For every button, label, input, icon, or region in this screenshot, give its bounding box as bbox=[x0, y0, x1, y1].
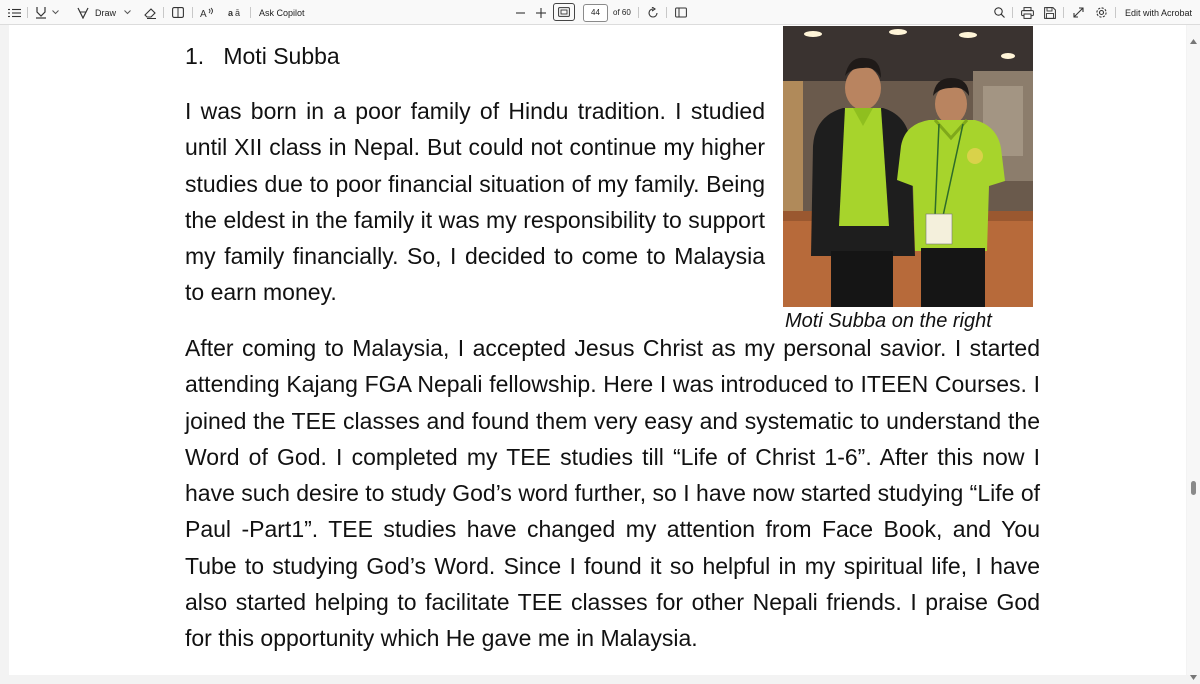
ask-copilot-label: Ask Copilot bbox=[259, 7, 305, 18]
scroll-up-icon[interactable] bbox=[1190, 29, 1197, 48]
chevron-down-icon[interactable] bbox=[50, 0, 60, 25]
draw-label: Draw bbox=[95, 7, 117, 18]
toolbar-divider bbox=[250, 7, 251, 18]
draw-icon[interactable] bbox=[76, 0, 90, 25]
svg-text:a: a bbox=[227, 8, 233, 18]
highlight-icon[interactable] bbox=[33, 0, 49, 25]
toolbar-divider bbox=[666, 7, 667, 18]
print-icon[interactable] bbox=[1019, 0, 1035, 25]
toolbar-divider bbox=[1063, 7, 1064, 18]
zoom-in-icon[interactable] bbox=[534, 0, 548, 25]
page-view-icon[interactable] bbox=[170, 0, 186, 25]
svg-text:A: A bbox=[200, 9, 207, 18]
toolbar-divider bbox=[192, 7, 193, 18]
photo-caption: Moti Subba on the right bbox=[785, 310, 992, 332]
fit-page-button[interactable] bbox=[553, 3, 575, 21]
vertical-scrollbar[interactable] bbox=[1187, 25, 1200, 675]
page-total-label: of 60 bbox=[613, 8, 631, 17]
toolbar-divider bbox=[1115, 7, 1116, 18]
search-icon[interactable] bbox=[991, 0, 1007, 25]
rotate-icon[interactable] bbox=[645, 0, 661, 25]
fullscreen-icon[interactable] bbox=[1070, 0, 1086, 25]
eraser-icon[interactable] bbox=[142, 0, 158, 25]
translate-icon[interactable] bbox=[226, 0, 244, 25]
page-number-input[interactable]: 44 bbox=[583, 4, 608, 22]
pdf-page bbox=[9, 25, 1186, 675]
draw-button[interactable] bbox=[95, 0, 116, 25]
save-icon[interactable] bbox=[1042, 0, 1058, 25]
paragraph-2: After coming to Malaysia, I accepted Jesus Christ as my personal savior. I started attending Kajang FGA Nepali fellowship. Here I was introduced to ITEEN Courses. I joined the TEE classes and found them very easy and systematic to understand the Word of God. I completed my TEE studies till “Life of Christ 1-6”. After this now I have such desire to study God’s word further, so I have now started studying “Life of Paul -Part1”. TEE studies have changed my attention from Face Book, and You Tube to studying God’s Word. Since I found it so helpful in my spiritual life, I have also started helping to facilitate TEE classes for other Nepali friends. I praise God for this opportunity which He gave me in Malaysia. bbox=[185, 335, 1040, 652]
scrollbar-thumb[interactable] bbox=[1191, 481, 1196, 495]
ask-copilot-button[interactable] bbox=[259, 0, 305, 25]
toolbar-divider bbox=[27, 7, 28, 18]
toolbar-divider bbox=[638, 7, 639, 18]
paragraph-1: I was born in a poor family of Hindu tradition. I studied until XII class in Nepal. But could not continue my higher studies due to poor financial situation of my family. Being the eldest in the family it was my responsibility to support my family financially. So, I decided to come to Malaysia to earn money. bbox=[185, 98, 765, 306]
photo-moti-subba bbox=[783, 26, 1033, 307]
page-total bbox=[613, 0, 631, 25]
pdf-toolbar bbox=[0, 0, 1200, 25]
zoom-out-icon[interactable] bbox=[513, 0, 527, 25]
toolbar-divider bbox=[163, 7, 164, 18]
svg-text:ā: ā bbox=[234, 8, 240, 18]
edit-with-acrobat-label: Edit with Acrobat bbox=[1125, 7, 1193, 18]
edit-with-acrobat-button[interactable] bbox=[1125, 0, 1192, 25]
fit-page-icon bbox=[558, 7, 570, 17]
read-aloud-icon[interactable] bbox=[199, 0, 215, 25]
toolbar-divider bbox=[1012, 7, 1013, 18]
contents-icon[interactable] bbox=[5, 0, 23, 25]
section-heading: 1. Moti Subba bbox=[185, 43, 340, 69]
chevron-down-icon[interactable] bbox=[122, 0, 132, 25]
two-page-icon[interactable] bbox=[673, 0, 689, 25]
settings-icon[interactable] bbox=[1093, 0, 1109, 25]
